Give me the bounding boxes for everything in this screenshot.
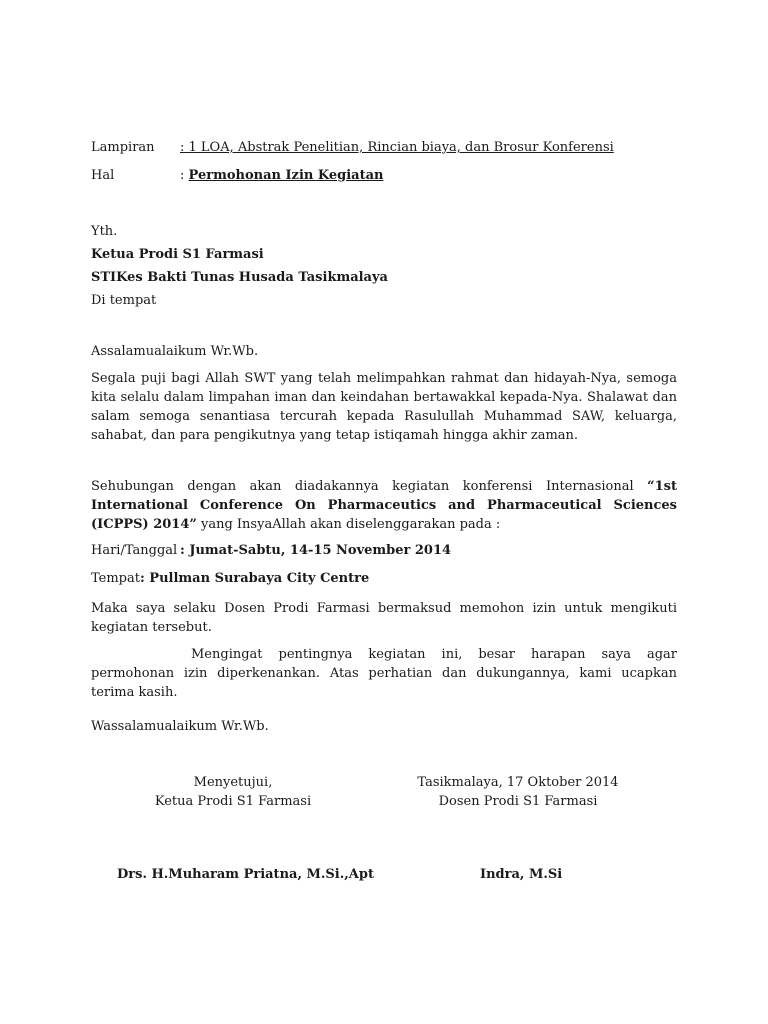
event-name: “1st International Conference On Pharmaceutics and Pharmaceutical Sciences (ICPPS) 2014” (91, 479, 677, 532)
opening-paragraph: Segala puji bagi Allah SWT yang telah melimpahkan rahmat dan hidayah-Nya, semoga kita selalu dalam limpahan iman dan keindahan bertawakkal kepada-Nya. Shalawat dan salam semoga senantiasa tercurah kepada Rasulullah Muhammad SAW, keluarga, sahabat, dan para pengikutnya yang tetap istiqamah hingga akhir zaman. (91, 371, 677, 443)
hal-label: Hal (91, 168, 115, 183)
left-sign-line2: Ketua Prodi S1 Farmasi (154, 794, 312, 809)
event-outro: yang InsyaAllah akan diselenggarakan pada : (201, 517, 501, 532)
greeting: Assalamualaikum Wr.Wb. (91, 344, 259, 359)
right-sign-line2: Dosen Prodi S1 Farmasi (438, 794, 598, 809)
venue-line (91, 570, 369, 588)
left-sign-line1: Menyetujui, (193, 775, 273, 790)
recipient-institution: STIKes Bakti Tunas Husada Tasikmalaya (91, 270, 388, 285)
venue-value: : Pullman Surabaya City Centre (139, 571, 370, 586)
hal-value-line (180, 167, 383, 185)
recipient-name: Ketua Prodi S1 Farmasi (91, 247, 264, 262)
farewell: Wassalamualaikum Wr.Wb. (91, 719, 269, 734)
request-paragraph: Maka saya selaku Dosen Prodi Farmasi bermaksud memohon izin untuk mengikuti kegiatan tersebut. (91, 601, 677, 635)
lampiran-label: Lampiran (91, 140, 155, 155)
hal-colon: : (180, 168, 185, 183)
venue-label: Tempat (91, 571, 140, 586)
right-sign-line1: Tasikmalaya, 17 Oktober 2014 (417, 775, 619, 790)
hal-value: Permohonan Izin Kegiatan (188, 168, 384, 183)
recipient-place: Di tempat (91, 293, 157, 308)
event-paragraph (91, 477, 677, 534)
right-signatory-name: Indra, M.Si (480, 867, 563, 882)
left-signatory-name: Drs. H.Muharam Priatna, M.Si.,Apt (117, 867, 374, 882)
date-label: Hari/Tanggal (91, 543, 178, 558)
recipient-yth: Yth. (91, 224, 118, 239)
date-value: : Jumat-Sabtu, 14-15 November 2014 (180, 543, 452, 558)
lampiran-value: : 1 LOA, Abstrak Penelitian, Rincian biaya, dan Brosur Konferensi (180, 140, 614, 155)
event-intro: Sehubungan dengan akan diadakannya kegiatan konferensi Internasional (91, 479, 634, 494)
closing-paragraph: Mengingat pentingnya kegiatan ini, besar harapan saya agar permohonan izin diperkenankan. Atas perhatian dan dukungannya, kami ucapkan terima kasih. (91, 647, 677, 700)
